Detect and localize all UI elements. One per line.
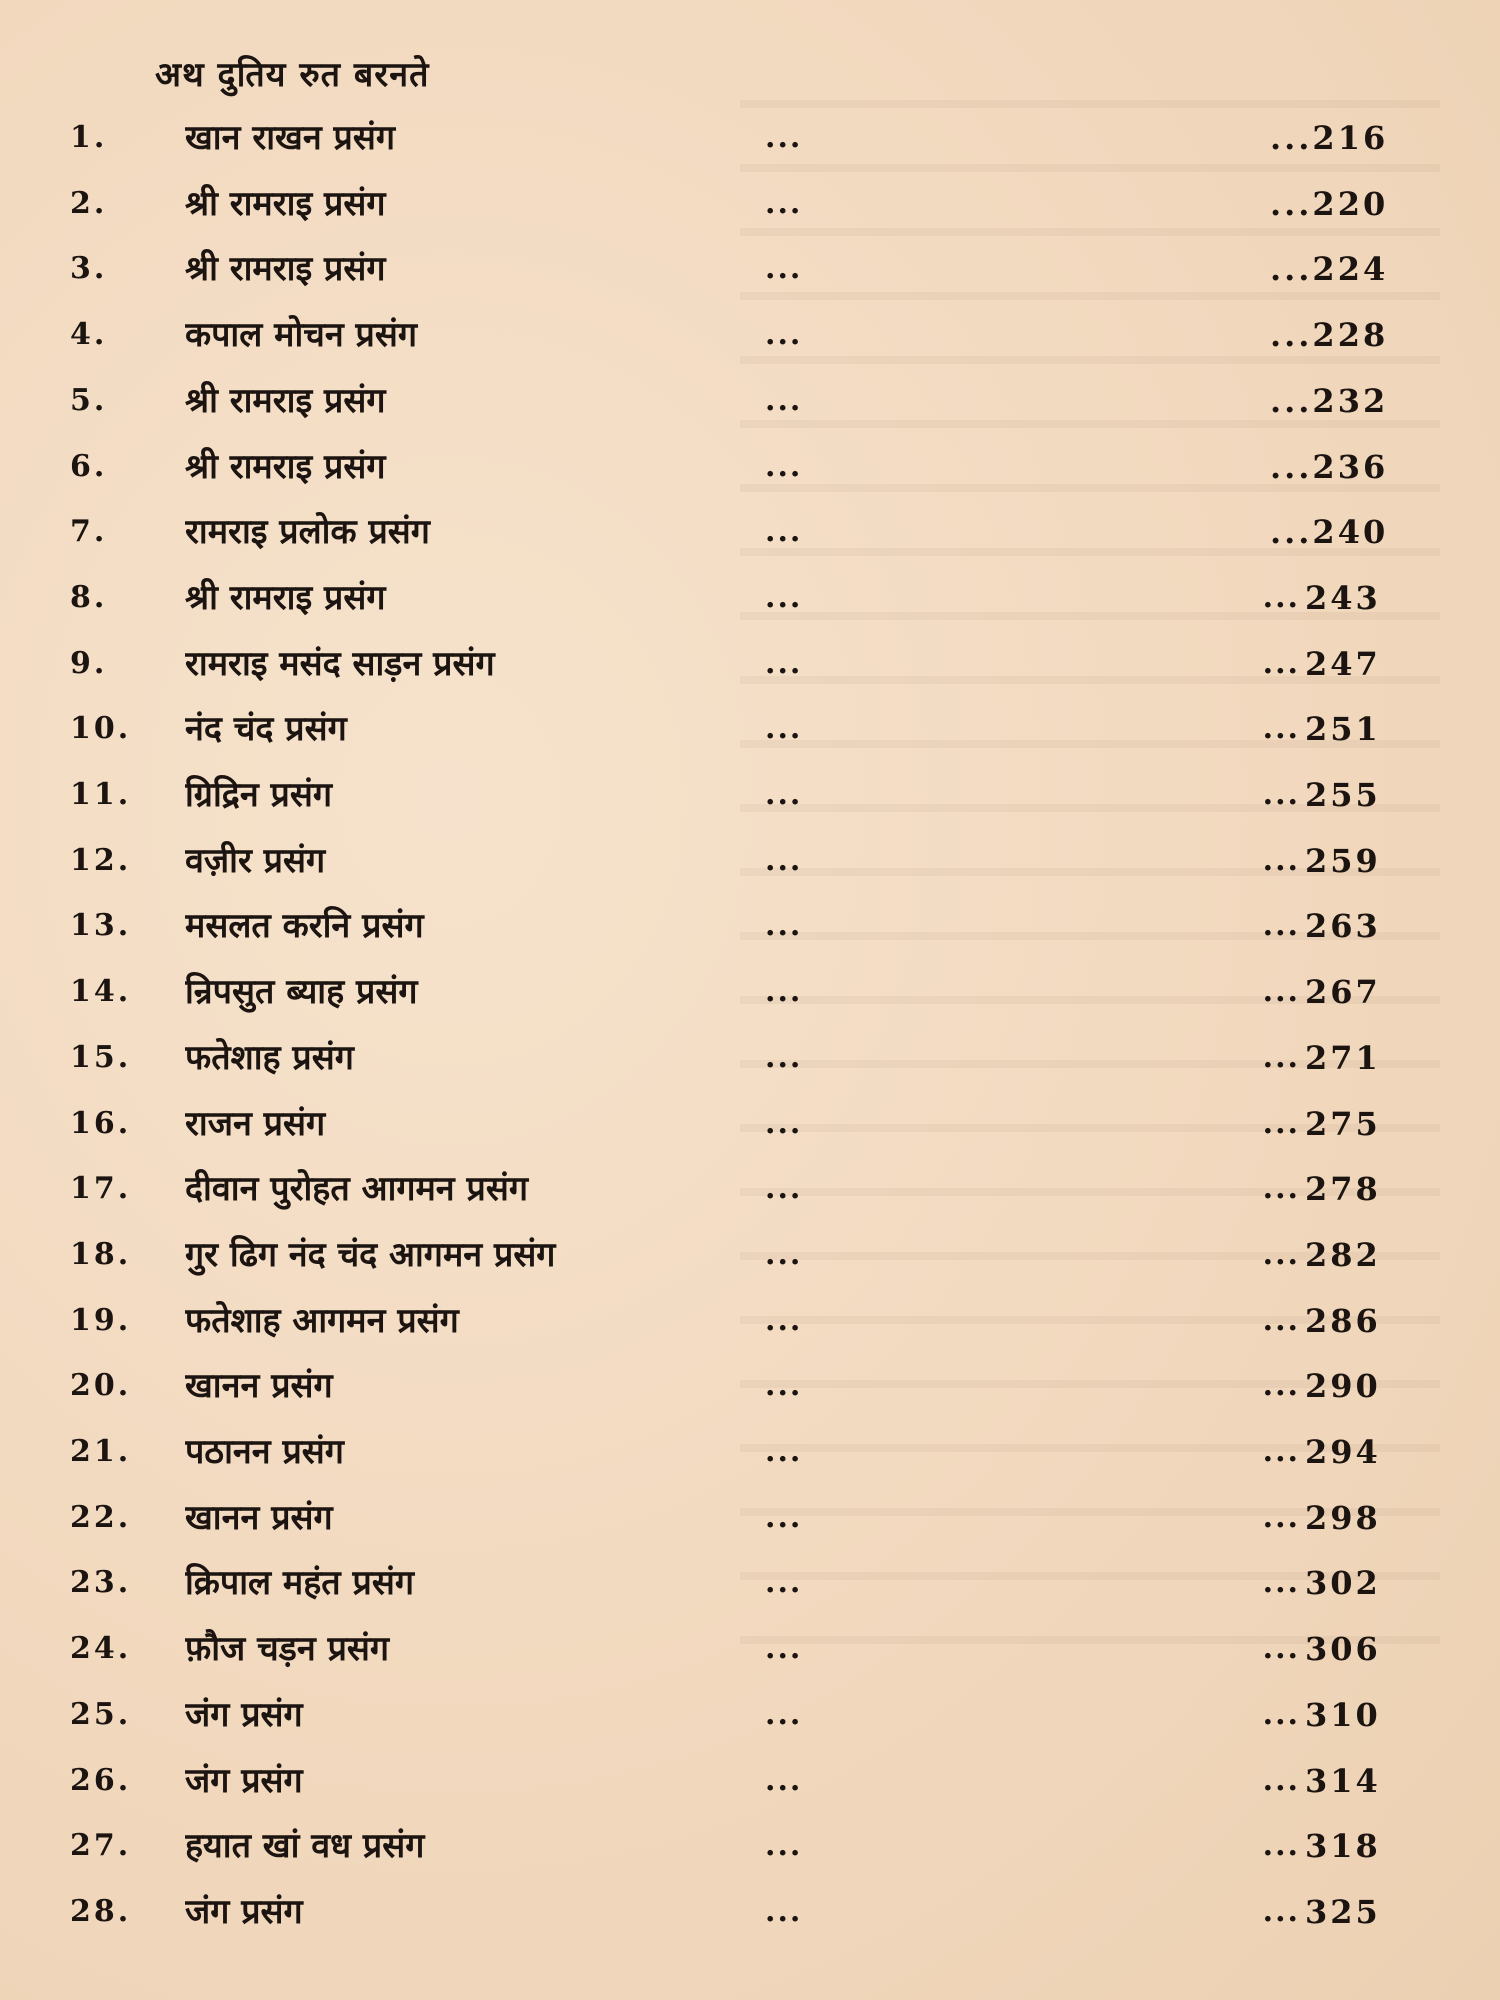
entry-page-number: 286 (1305, 1301, 1381, 1340)
entry-leader-dots: ... (765, 1696, 803, 1732)
entry-page-number: 282 (1305, 1235, 1381, 1274)
entry-number: 13. (70, 908, 132, 944)
entry-leader-dots: ... (765, 185, 803, 221)
entry-page-number: ...240 (1270, 513, 1389, 552)
entry-page-number: 306 (1305, 1630, 1381, 1669)
entry-number: 14. (70, 974, 132, 1010)
entry-page-number: ...228 (1270, 316, 1389, 355)
entry-page-number: 255 (1305, 776, 1381, 814)
entry-title: रामराइ मसंद साड़न प्रसंग (185, 643, 495, 684)
entry-leader-dots-right: ... (1262, 1171, 1300, 1207)
toc-entry (0, 1490, 1500, 1546)
entry-number: 8. (70, 579, 108, 615)
entry-title: खान राखन प्रसंग (185, 118, 396, 158)
entry-leader-dots-right: ... (1262, 645, 1300, 681)
entry-page-number: ...224 (1270, 250, 1389, 289)
entry-number: 7. (70, 514, 108, 550)
toc-entry (0, 439, 1500, 495)
entry-leader-dots: ... (765, 1105, 803, 1141)
entry-number: 28. (70, 1893, 132, 1929)
toc-entry (0, 701, 1500, 757)
entry-title: फतेशाह आगमन प्रसंग (185, 1300, 459, 1341)
entry-number: 21. (70, 1434, 132, 1469)
entry-title: खानन प्रसंग (185, 1497, 333, 1538)
entry-number: 3. (70, 251, 108, 287)
entry-leader-dots: ... (765, 908, 803, 944)
entry-leader-dots-right: ... (1262, 1236, 1300, 1272)
entry-leader-dots-right: ... (1262, 1039, 1300, 1075)
entry-leader-dots-right: ... (1262, 842, 1300, 878)
entry-leader-dots: ... (765, 1039, 803, 1075)
entry-page-number: 325 (1305, 1892, 1381, 1931)
toc-entry (0, 898, 1500, 954)
entry-title: खानन प्रसंग (185, 1366, 333, 1407)
entry-leader-dots: ... (765, 251, 803, 287)
entry-number: 5. (70, 382, 108, 418)
entry-page-number: 243 (1305, 578, 1381, 617)
toc-entry (0, 1424, 1500, 1480)
entry-page-number: 310 (1305, 1695, 1381, 1734)
toc-entry (0, 504, 1500, 560)
entry-leader-dots: ... (765, 645, 803, 681)
entry-number: 25. (70, 1696, 132, 1732)
toc-entry (0, 110, 1500, 166)
toc-entry (0, 1358, 1500, 1414)
entry-number: 9. (70, 645, 108, 681)
entry-number: 17. (70, 1171, 132, 1207)
entry-leader-dots: ... (765, 120, 803, 155)
entry-page-number: ...232 (1270, 381, 1389, 420)
toc-entry (0, 636, 1500, 692)
entry-number: 16. (70, 1105, 132, 1141)
entry-page-number: ...216 (1270, 119, 1389, 157)
entry-number: 4. (70, 317, 108, 353)
entry-title: जंग प्रसंग (185, 1760, 303, 1801)
entry-page-number: 267 (1305, 973, 1381, 1012)
entry-leader-dots: ... (765, 1499, 803, 1535)
entry-title: फतेशाह प्रसंग (185, 1037, 354, 1078)
entry-number: 15. (70, 1039, 132, 1075)
entry-leader-dots-right: ... (1262, 1302, 1300, 1338)
entry-title: श्री रामराइ प्रसंग (185, 577, 386, 618)
section-heading: अथ दुतिय रुत बरनते (155, 55, 430, 95)
entry-leader-dots: ... (765, 777, 803, 812)
entry-leader-dots: ... (765, 1368, 803, 1404)
toc-entry (0, 1293, 1500, 1349)
entry-leader-dots-right: ... (1262, 974, 1300, 1010)
entry-title: मसलत करनि प्रसंग (185, 906, 424, 947)
toc-entry (0, 307, 1500, 363)
entry-title: नंद चंद प्रसंग (185, 709, 347, 750)
entry-number: 26. (70, 1762, 132, 1798)
entry-title: फ़ौज चड़न प्रसंग (185, 1629, 390, 1670)
entry-page-number: 271 (1305, 1038, 1381, 1077)
entry-leader-dots-right: ... (1262, 908, 1300, 944)
toc-entry (0, 964, 1500, 1020)
toc-entry (0, 1555, 1500, 1611)
toc-entry (0, 1161, 1500, 1217)
entry-leader-dots-right: ... (1262, 1368, 1300, 1404)
toc-entry (0, 1818, 1500, 1874)
toc-entry (0, 1884, 1500, 1940)
entry-number: 20. (70, 1368, 132, 1404)
entry-page-number: 278 (1305, 1170, 1381, 1209)
entry-title: गुर ढिग नंद चंद आगमन प्रसंग (185, 1234, 556, 1275)
entry-title: ग्रिद्रिन प्रसंग (185, 775, 333, 815)
entry-title: जंग प्रसंग (185, 1694, 303, 1735)
entry-leader-dots-right: ... (1262, 1499, 1300, 1535)
entry-leader-dots-right: ... (1262, 1762, 1300, 1798)
entry-number: 12. (70, 842, 132, 878)
entry-page-number: 275 (1305, 1104, 1381, 1143)
entry-number: 18. (70, 1236, 132, 1272)
entry-page-number: 263 (1305, 907, 1381, 946)
entry-title: श्री रामराइ प्रसंग (185, 446, 386, 487)
entry-leader-dots: ... (765, 711, 803, 747)
toc-entry (0, 570, 1500, 626)
entry-title: श्री रामराइ प्रसंग (185, 249, 386, 290)
entry-number: 19. (70, 1302, 132, 1338)
entry-title: न्रिपसुत ब्याह प्रसंग (185, 972, 418, 1013)
entry-page-number: 318 (1305, 1827, 1381, 1866)
toc-entry (0, 176, 1500, 232)
toc-entry (0, 373, 1500, 429)
toc-entry (0, 1227, 1500, 1283)
entry-leader-dots-right: ... (1262, 1696, 1300, 1732)
entry-title: श्री रामराइ प्रसंग (185, 183, 386, 224)
entry-title: हयात खां वध प्रसंग (185, 1826, 425, 1867)
entry-leader-dots: ... (765, 514, 803, 550)
entry-leader-dots-right: ... (1262, 579, 1300, 615)
entry-page-number: 302 (1305, 1564, 1381, 1603)
entry-leader-dots: ... (765, 1762, 803, 1798)
entry-leader-dots-right: ... (1262, 1565, 1300, 1601)
toc-entry (0, 1096, 1500, 1152)
entry-title: कपाल मोचन प्रसंग (185, 315, 418, 356)
entry-leader-dots: ... (765, 842, 803, 878)
entry-page-number: 247 (1305, 644, 1381, 683)
toc-entry (0, 767, 1500, 823)
entry-leader-dots-right: ... (1262, 711, 1300, 747)
toc-entry (0, 1621, 1500, 1677)
entry-leader-dots: ... (765, 317, 803, 353)
entry-page-number: 259 (1305, 841, 1381, 880)
entry-leader-dots: ... (765, 1236, 803, 1272)
entry-leader-dots: ... (765, 579, 803, 615)
entry-title: क्रिपाल महंत प्रसंग (185, 1563, 414, 1604)
entry-title: राजन प्रसंग (185, 1103, 326, 1144)
entry-number: 23. (70, 1565, 132, 1601)
entry-page-number: 294 (1305, 1433, 1381, 1471)
entry-title: जंग प्रसंग (185, 1891, 303, 1932)
entry-leader-dots: ... (765, 382, 803, 418)
entry-page-number: 251 (1305, 710, 1381, 749)
toc-entry (0, 1687, 1500, 1743)
entry-leader-dots-right: ... (1262, 777, 1300, 812)
entry-leader-dots: ... (765, 1171, 803, 1207)
entry-title: श्री रामराइ प्रसंग (185, 380, 386, 421)
entry-leader-dots: ... (765, 448, 803, 484)
toc-entry (0, 241, 1500, 297)
entry-page-number: ...220 (1270, 184, 1389, 223)
entry-number: 27. (70, 1828, 132, 1864)
entry-title: दीवान पुरोहत आगमन प्रसंग (185, 1169, 528, 1210)
entry-page-number: 298 (1305, 1498, 1381, 1537)
entry-number: 11. (70, 777, 132, 812)
toc-entry (0, 1030, 1500, 1086)
entry-number: 10. (70, 711, 132, 747)
entry-page-number: 290 (1305, 1367, 1381, 1406)
entry-number: 6. (70, 448, 108, 484)
entry-page-number: ...236 (1270, 447, 1389, 486)
entry-number: 1. (70, 120, 108, 155)
entry-leader-dots-right: ... (1262, 1828, 1300, 1864)
entry-leader-dots-right: ... (1262, 1434, 1300, 1469)
entry-page-number: 314 (1305, 1761, 1381, 1800)
entry-title: पठानन प्रसंग (185, 1432, 344, 1472)
entry-title: वज़ीर प्रसंग (185, 840, 326, 881)
entry-leader-dots-right: ... (1262, 1631, 1300, 1667)
entry-title: रामराइ प्रलोक प्रसंग (185, 512, 430, 553)
entry-leader-dots: ... (765, 1434, 803, 1469)
entry-leader-dots-right: ... (1262, 1105, 1300, 1141)
entry-number: 24. (70, 1631, 132, 1667)
entry-number: 2. (70, 185, 108, 221)
entry-leader-dots: ... (765, 1302, 803, 1338)
toc-entry (0, 833, 1500, 889)
entry-leader-dots: ... (765, 1893, 803, 1929)
entry-leader-dots: ... (765, 1565, 803, 1601)
entry-leader-dots-right: ... (1262, 1893, 1300, 1929)
entry-leader-dots: ... (765, 974, 803, 1010)
entry-leader-dots: ... (765, 1631, 803, 1667)
toc-entry (0, 1753, 1500, 1809)
entry-leader-dots: ... (765, 1828, 803, 1864)
entry-number: 22. (70, 1499, 132, 1535)
